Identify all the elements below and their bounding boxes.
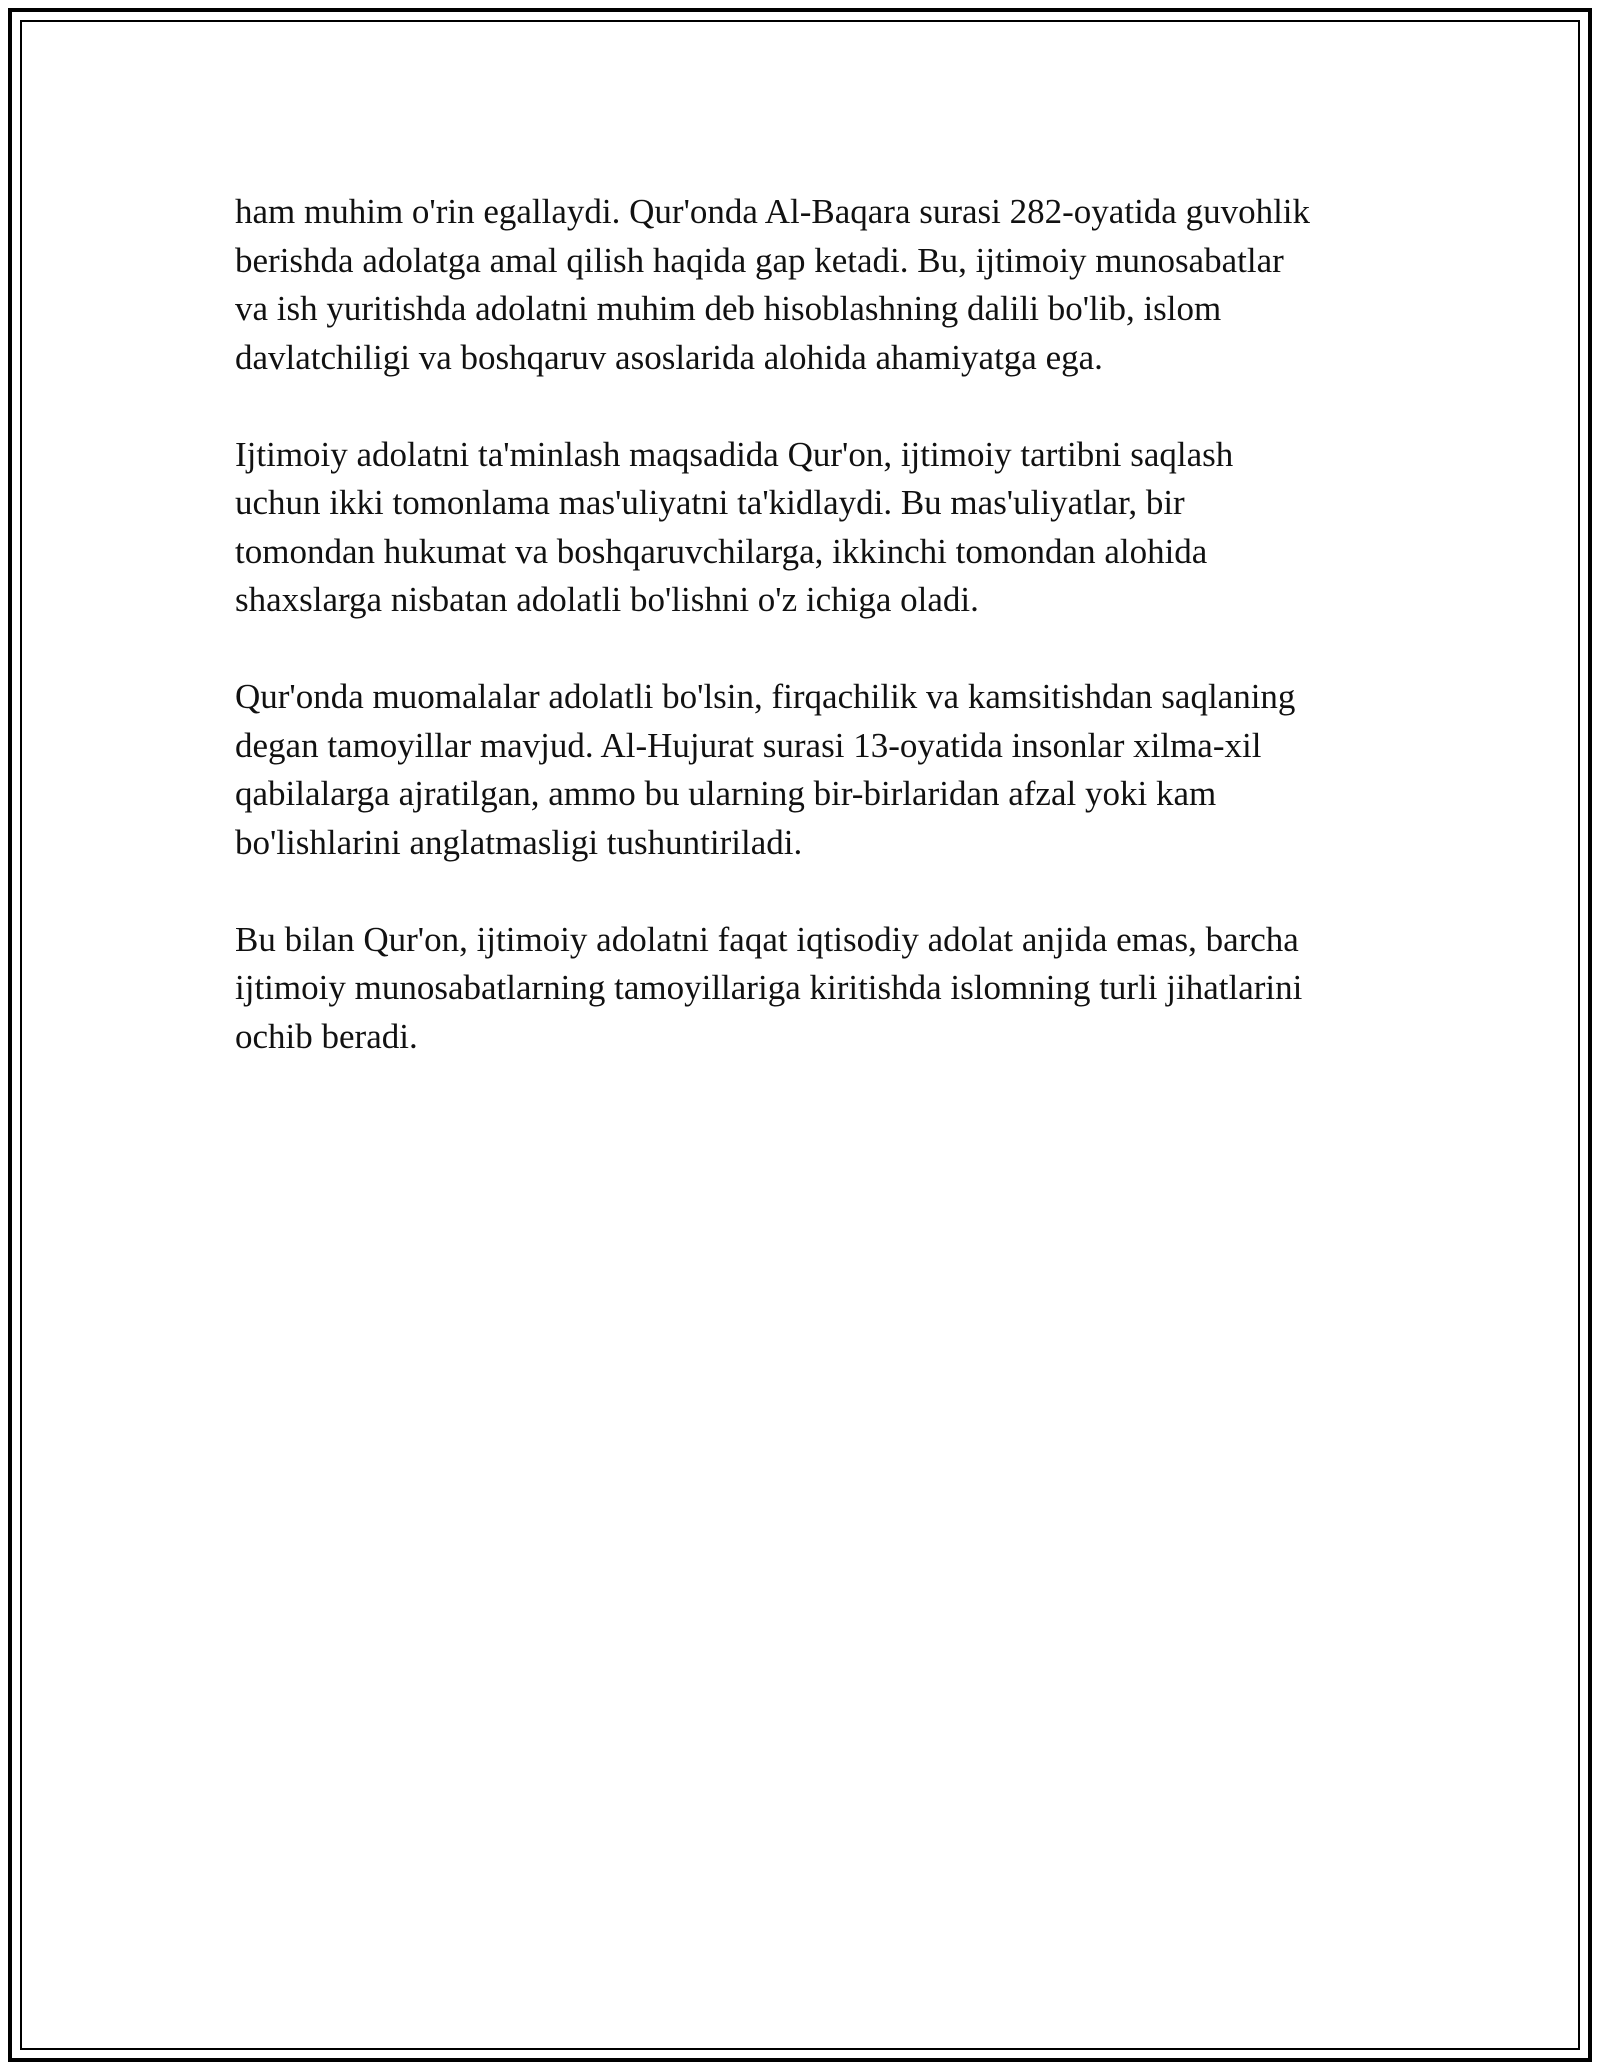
document-body <box>235 188 1375 1110</box>
paragraph-4: Bu bilan Qur'on, ijtimoiy adolatni faqat iqtisodiy adolat anjida emas, barcha ijtimoiy munosabatlarning tamoyillariga kiritishda islomning turli jihatlarini ochib beradi. <box>235 919 1303 1056</box>
paragraph-1: ham muhim o'rin egallaydi. Qur'onda Al-Baqara surasi 282-oyatida guvohlik berishda adolatga amal qilish haqida gap ketadi. Bu, ijtimoiy munosabatlar va ish yuritishda adolatni muhim deb hisoblashning dalili bo'lib, islom davlatchiligi va boshqaruv asoslarida alohida ahamiyatga ega. <box>235 192 1311 377</box>
paragraph-2: Ijtimoiy adolatni ta'minlash maqsadida Qur'on, ijtimoiy tartibni saqlash uchun ikki tomonlama mas'uliyatni ta'kidlaydi. Bu mas'uliyatlar, bir tomondan hukumat va boshqaruvchilarga, ikkinchi tomondan alohida shaxslarga nisbatan adolatli bo'lishni o'z ichiga oladi. <box>235 434 1234 619</box>
paragraph-3: Qur'onda muomalalar adolatli bo'lsin, firqachilik va kamsitishdan saqlaning degan tamoyillar mavjud. Al-Hujurat surasi 13-oyatida insonlar xilma-xil qabilalarga ajratilgan, ammo bu ularning bir-birlaridan afzal yoki kam bo'lishlarini anglatmasligi tushuntiriladi. <box>235 677 1296 862</box>
